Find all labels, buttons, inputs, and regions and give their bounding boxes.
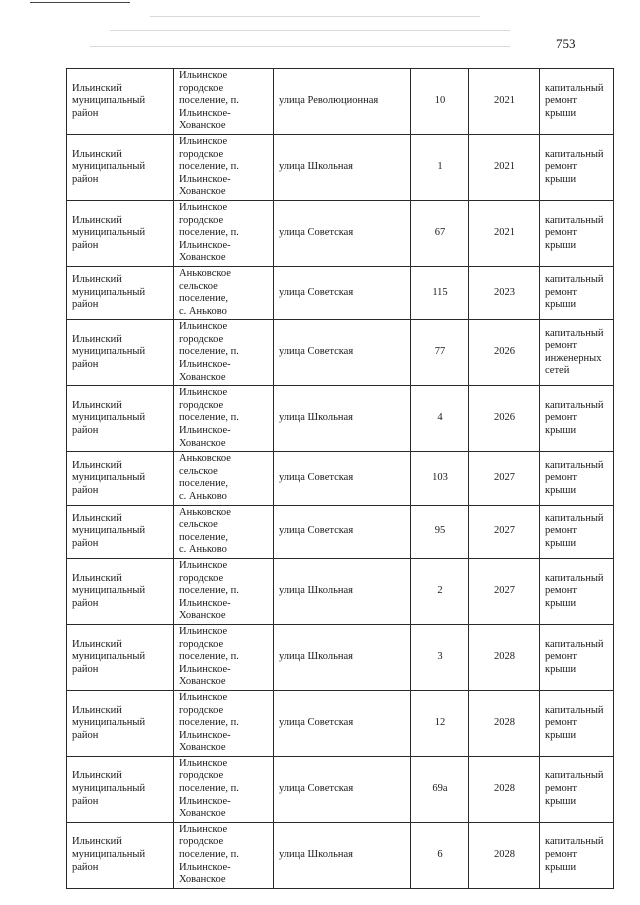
settlement-cell: Ильинское городское поселение, п. Ильинское- Хованское: [174, 822, 274, 888]
house-number-cell: 6: [411, 822, 469, 888]
year-cell: 2023: [469, 266, 540, 319]
street-cell: улица Советская: [274, 200, 411, 266]
street-cell: улица Советская: [274, 505, 411, 558]
house-number-cell: 12: [411, 690, 469, 756]
table-row: [67, 69, 614, 135]
table-row: [67, 505, 614, 558]
work-type-cell: капитальный ремонт крыши: [540, 452, 614, 505]
house-number-cell: 115: [411, 266, 469, 319]
year-cell: 2027: [469, 558, 540, 624]
year-cell: 2028: [469, 822, 540, 888]
year-cell: 2027: [469, 452, 540, 505]
street-cell: улица Советская: [274, 452, 411, 505]
work-type-cell: капитальный ремонт крыши: [540, 69, 614, 135]
table-row: [67, 266, 614, 319]
district-cell: Ильинский муниципальный район: [67, 505, 174, 558]
district-cell: Ильинский муниципальный район: [67, 200, 174, 266]
settlement-cell: Ильинское городское поселение, п. Ильинское- Хованское: [174, 756, 274, 822]
house-number-cell: 1: [411, 134, 469, 200]
district-cell: Ильинский муниципальный район: [67, 134, 174, 200]
year-cell: 2028: [469, 624, 540, 690]
work-type-cell: капитальный ремонт крыши: [540, 624, 614, 690]
settlement-cell: Ильинское городское поселение, п. Ильинское- Хованское: [174, 69, 274, 135]
repair-schedule-table: [66, 68, 614, 889]
work-type-cell: капитальный ремонт крыши: [540, 690, 614, 756]
table-row: [67, 558, 614, 624]
district-cell: Ильинский муниципальный район: [67, 452, 174, 505]
house-number-cell: 69а: [411, 756, 469, 822]
scan-noise: [150, 16, 480, 17]
district-cell: Ильинский муниципальный район: [67, 558, 174, 624]
year-cell: 2026: [469, 320, 540, 386]
house-number-cell: 103: [411, 452, 469, 505]
table-row: [67, 200, 614, 266]
street-cell: улица Советская: [274, 320, 411, 386]
settlement-cell: Ильинское городское поселение, п. Ильинское- Хованское: [174, 134, 274, 200]
settlement-cell: Ильинское городское поселение, п. Ильинское- Хованское: [174, 200, 274, 266]
house-number-cell: 4: [411, 386, 469, 452]
year-cell: 2021: [469, 69, 540, 135]
street-cell: улица Революционная: [274, 69, 411, 135]
district-cell: Ильинский муниципальный район: [67, 69, 174, 135]
table-row: [67, 690, 614, 756]
table-row: [67, 452, 614, 505]
district-cell: Ильинский муниципальный район: [67, 756, 174, 822]
street-cell: улица Школьная: [274, 624, 411, 690]
house-number-cell: 2: [411, 558, 469, 624]
settlement-cell: Ильинское городское поселение, п. Ильинское- Хованское: [174, 558, 274, 624]
settlement-cell: Ильинское городское поселение, п. Ильинское- Хованское: [174, 320, 274, 386]
year-cell: 2027: [469, 505, 540, 558]
work-type-cell: капитальный ремонт крыши: [540, 822, 614, 888]
year-cell: 2021: [469, 134, 540, 200]
street-cell: улица Советская: [274, 690, 411, 756]
settlement-cell: Ильинское городское поселение, п. Ильинское- Хованское: [174, 624, 274, 690]
settlement-cell: Аньковское сельское поселение, с. Аньково: [174, 505, 274, 558]
year-cell: 2028: [469, 690, 540, 756]
street-cell: улица Школьная: [274, 558, 411, 624]
table-row: [67, 624, 614, 690]
district-cell: Ильинский муниципальный район: [67, 624, 174, 690]
scan-smudge: [262, 854, 392, 862]
street-cell: улица Советская: [274, 266, 411, 319]
house-number-cell: 95: [411, 505, 469, 558]
district-cell: Ильинский муниципальный район: [67, 822, 174, 888]
table-row: [67, 134, 614, 200]
district-cell: Ильинский муниципальный район: [67, 266, 174, 319]
work-type-cell: капитальный ремонт крыши: [540, 200, 614, 266]
settlement-cell: Аньковское сельское поселение, с. Аньково: [174, 452, 274, 505]
street-cell: улица Школьная: [274, 386, 411, 452]
page-number: 753: [556, 36, 576, 51]
house-number-cell: 67: [411, 200, 469, 266]
street-cell: улица Школьная: [274, 822, 411, 888]
settlement-cell: Ильинское городское поселение, п. Ильинское- Хованское: [174, 386, 274, 452]
house-number-cell: 10: [411, 69, 469, 135]
work-type-cell: капитальный ремонт крыши: [540, 756, 614, 822]
district-cell: Ильинский муниципальный район: [67, 386, 174, 452]
settlement-cell: Аньковское сельское поселение, с. Аньково: [174, 266, 274, 319]
work-type-cell: капитальный ремонт крыши: [540, 505, 614, 558]
work-type-cell: капитальный ремонт крыши: [540, 558, 614, 624]
work-type-cell: капитальный ремонт крыши: [540, 266, 614, 319]
scan-noise: [110, 30, 510, 31]
top-rule: [30, 2, 130, 3]
house-number-cell: 77: [411, 320, 469, 386]
year-cell: 2021: [469, 200, 540, 266]
street-cell: улица Советская: [274, 756, 411, 822]
work-type-cell: капитальный ремонт крыши: [540, 134, 614, 200]
work-type-cell: капитальный ремонт инженерных сетей: [540, 320, 614, 386]
table-row: [67, 320, 614, 386]
year-cell: 2028: [469, 756, 540, 822]
district-cell: Ильинский муниципальный район: [67, 320, 174, 386]
street-cell: улица Школьная: [274, 134, 411, 200]
table-row: [67, 756, 614, 822]
work-type-cell: капитальный ремонт крыши: [540, 386, 614, 452]
table-row: [67, 386, 614, 452]
district-cell: Ильинский муниципальный район: [67, 690, 174, 756]
settlement-cell: Ильинское городское поселение, п. Ильинское- Хованское: [174, 690, 274, 756]
scan-noise: [90, 46, 510, 47]
house-number-cell: 3: [411, 624, 469, 690]
year-cell: 2026: [469, 386, 540, 452]
